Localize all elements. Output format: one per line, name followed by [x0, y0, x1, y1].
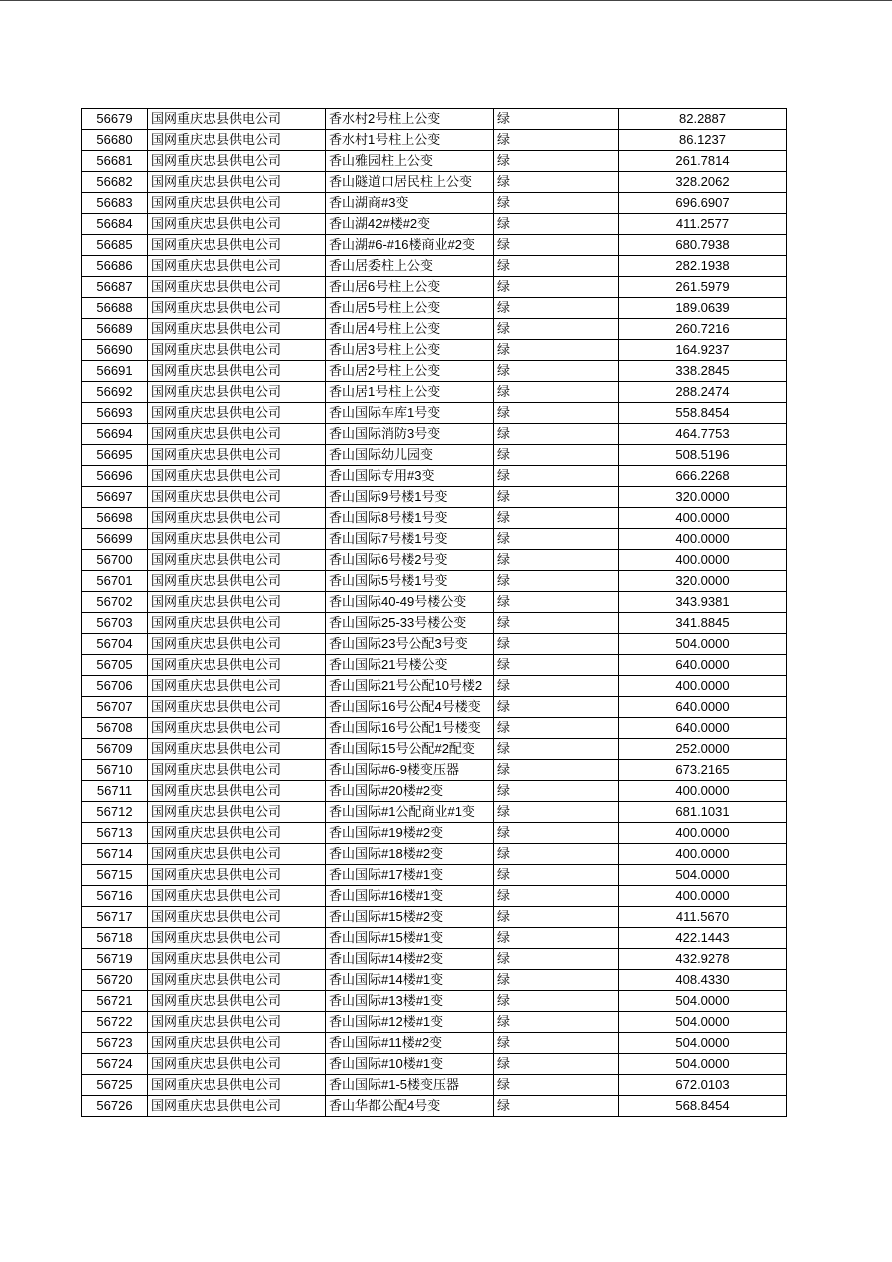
row-id-cell: 56725 — [82, 1075, 148, 1096]
value-cell: 504.0000 — [619, 1012, 787, 1033]
status-cell: 绿 — [494, 445, 619, 466]
status-cell: 绿 — [494, 886, 619, 907]
value-cell: 411.2577 — [619, 214, 787, 235]
table-row — [82, 235, 787, 256]
transformer-name-cell: 香山国际#17楼#1变 — [326, 865, 494, 886]
transformer-name-cell: 香水村1号柱上公变 — [326, 130, 494, 151]
company-cell: 国网重庆忠县供电公司 — [148, 1096, 326, 1117]
table-row — [82, 949, 787, 970]
table-row — [82, 613, 787, 634]
company-cell: 国网重庆忠县供电公司 — [148, 886, 326, 907]
value-cell: 320.0000 — [619, 487, 787, 508]
row-id-cell: 56697 — [82, 487, 148, 508]
transformer-name-cell: 香山国际5号楼1号变 — [326, 571, 494, 592]
company-cell: 国网重庆忠县供电公司 — [148, 844, 326, 865]
status-cell: 绿 — [494, 1075, 619, 1096]
status-cell: 绿 — [494, 361, 619, 382]
table-row — [82, 340, 787, 361]
value-cell: 504.0000 — [619, 865, 787, 886]
value-cell: 504.0000 — [619, 634, 787, 655]
transformer-name-cell: 香山国际15号公配#2配变 — [326, 739, 494, 760]
status-cell: 绿 — [494, 319, 619, 340]
value-cell: 411.5670 — [619, 907, 787, 928]
table-row — [82, 1075, 787, 1096]
status-cell: 绿 — [494, 193, 619, 214]
transformer-name-cell: 香山国际#12楼#1变 — [326, 1012, 494, 1033]
company-cell: 国网重庆忠县供电公司 — [148, 676, 326, 697]
company-cell: 国网重庆忠县供电公司 — [148, 130, 326, 151]
status-cell: 绿 — [494, 1054, 619, 1075]
company-cell: 国网重庆忠县供电公司 — [148, 991, 326, 1012]
row-id-cell: 56721 — [82, 991, 148, 1012]
status-cell: 绿 — [494, 508, 619, 529]
company-cell: 国网重庆忠县供电公司 — [148, 1012, 326, 1033]
row-id-cell: 56685 — [82, 235, 148, 256]
status-cell: 绿 — [494, 424, 619, 445]
table-row — [82, 886, 787, 907]
value-cell: 252.0000 — [619, 739, 787, 760]
transformer-name-cell: 香山湖商#3变 — [326, 193, 494, 214]
value-cell: 164.9237 — [619, 340, 787, 361]
table-row — [82, 403, 787, 424]
status-cell: 绿 — [494, 487, 619, 508]
company-cell: 国网重庆忠县供电公司 — [148, 655, 326, 676]
company-cell: 国网重庆忠县供电公司 — [148, 361, 326, 382]
table-row — [82, 1054, 787, 1075]
transformer-name-cell: 香山国际#16楼#1变 — [326, 886, 494, 907]
row-id-cell: 56698 — [82, 508, 148, 529]
transformer-name-cell: 香山国际40-49号楼公变 — [326, 592, 494, 613]
company-cell: 国网重庆忠县供电公司 — [148, 487, 326, 508]
table-row — [82, 802, 787, 823]
value-cell: 400.0000 — [619, 886, 787, 907]
value-cell: 86.1237 — [619, 130, 787, 151]
table-row — [82, 907, 787, 928]
transformer-name-cell: 香山国际#15楼#2变 — [326, 907, 494, 928]
table-row — [82, 1012, 787, 1033]
transformer-name-cell: 香山国际16号公配1号楼变 — [326, 718, 494, 739]
table-row — [82, 970, 787, 991]
company-cell: 国网重庆忠县供电公司 — [148, 802, 326, 823]
value-cell: 82.2887 — [619, 109, 787, 130]
company-cell: 国网重庆忠县供电公司 — [148, 907, 326, 928]
value-cell: 328.2062 — [619, 172, 787, 193]
status-cell: 绿 — [494, 550, 619, 571]
transformer-name-cell: 香山国际9号楼1号变 — [326, 487, 494, 508]
company-cell: 国网重庆忠县供电公司 — [148, 508, 326, 529]
transformer-name-cell: 香山居5号柱上公变 — [326, 298, 494, 319]
table-row — [82, 277, 787, 298]
company-cell: 国网重庆忠县供电公司 — [148, 403, 326, 424]
table-row — [82, 193, 787, 214]
table-row — [82, 214, 787, 235]
value-cell: 400.0000 — [619, 676, 787, 697]
value-cell: 673.2165 — [619, 760, 787, 781]
table-row — [82, 445, 787, 466]
value-cell: 189.0639 — [619, 298, 787, 319]
table-row — [82, 739, 787, 760]
value-cell: 260.7216 — [619, 319, 787, 340]
table-row — [82, 865, 787, 886]
table-body — [82, 109, 787, 1117]
row-id-cell: 56689 — [82, 319, 148, 340]
row-id-cell: 56701 — [82, 571, 148, 592]
transformer-name-cell: 香山国际#13楼#1变 — [326, 991, 494, 1012]
row-id-cell: 56722 — [82, 1012, 148, 1033]
table-row — [82, 571, 787, 592]
table-row — [82, 844, 787, 865]
company-cell: 国网重庆忠县供电公司 — [148, 529, 326, 550]
transformer-name-cell: 香山国际车库1号变 — [326, 403, 494, 424]
table-row — [82, 928, 787, 949]
status-cell: 绿 — [494, 109, 619, 130]
row-id-cell: 56704 — [82, 634, 148, 655]
table-row — [82, 256, 787, 277]
transformer-name-cell: 香山隧道口居民柱上公变 — [326, 172, 494, 193]
status-cell: 绿 — [494, 298, 619, 319]
company-cell: 国网重庆忠县供电公司 — [148, 466, 326, 487]
row-id-cell: 56688 — [82, 298, 148, 319]
company-cell: 国网重庆忠县供电公司 — [148, 697, 326, 718]
value-cell: 320.0000 — [619, 571, 787, 592]
transformer-name-cell: 香山国际#18楼#2变 — [326, 844, 494, 865]
transformer-name-cell: 香山国际#15楼#1变 — [326, 928, 494, 949]
transformer-name-cell: 香山居3号柱上公变 — [326, 340, 494, 361]
value-cell: 568.8454 — [619, 1096, 787, 1117]
row-id-cell: 56687 — [82, 277, 148, 298]
value-cell: 432.9278 — [619, 949, 787, 970]
table-row — [82, 697, 787, 718]
table-row — [82, 151, 787, 172]
table-row — [82, 1033, 787, 1054]
row-id-cell: 56703 — [82, 613, 148, 634]
value-cell: 261.7814 — [619, 151, 787, 172]
value-cell: 640.0000 — [619, 697, 787, 718]
company-cell: 国网重庆忠县供电公司 — [148, 823, 326, 844]
transformer-name-cell: 香山国际#14楼#1变 — [326, 970, 494, 991]
company-cell: 国网重庆忠县供电公司 — [148, 571, 326, 592]
table-row — [82, 550, 787, 571]
value-cell: 408.4330 — [619, 970, 787, 991]
row-id-cell: 56679 — [82, 109, 148, 130]
company-cell: 国网重庆忠县供电公司 — [148, 424, 326, 445]
row-id-cell: 56695 — [82, 445, 148, 466]
value-cell: 400.0000 — [619, 781, 787, 802]
transformer-name-cell: 香山居委柱上公变 — [326, 256, 494, 277]
row-id-cell: 56711 — [82, 781, 148, 802]
row-id-cell: 56682 — [82, 172, 148, 193]
status-cell: 绿 — [494, 781, 619, 802]
company-cell: 国网重庆忠县供电公司 — [148, 1075, 326, 1096]
company-cell: 国网重庆忠县供电公司 — [148, 781, 326, 802]
company-cell: 国网重庆忠县供电公司 — [148, 928, 326, 949]
company-cell: 国网重庆忠县供电公司 — [148, 151, 326, 172]
transformer-name-cell: 香山国际#19楼#2变 — [326, 823, 494, 844]
company-cell: 国网重庆忠县供电公司 — [148, 613, 326, 634]
transformer-name-cell: 香山国际8号楼1号变 — [326, 508, 494, 529]
value-cell: 672.0103 — [619, 1075, 787, 1096]
status-cell: 绿 — [494, 949, 619, 970]
row-id-cell: 56692 — [82, 382, 148, 403]
row-id-cell: 56719 — [82, 949, 148, 970]
company-cell: 国网重庆忠县供电公司 — [148, 949, 326, 970]
transformer-name-cell: 香山国际专用#3变 — [326, 466, 494, 487]
value-cell: 640.0000 — [619, 718, 787, 739]
row-id-cell: 56724 — [82, 1054, 148, 1075]
status-cell: 绿 — [494, 1096, 619, 1117]
company-cell: 国网重庆忠县供电公司 — [148, 319, 326, 340]
status-cell: 绿 — [494, 634, 619, 655]
status-cell: 绿 — [494, 865, 619, 886]
row-id-cell: 56716 — [82, 886, 148, 907]
row-id-cell: 56707 — [82, 697, 148, 718]
table-row — [82, 823, 787, 844]
status-cell: 绿 — [494, 802, 619, 823]
table-row — [82, 109, 787, 130]
value-cell: 422.1443 — [619, 928, 787, 949]
company-cell: 国网重庆忠县供电公司 — [148, 592, 326, 613]
value-cell: 288.2474 — [619, 382, 787, 403]
transformer-name-cell: 香山湖#6-#16楼商业#2变 — [326, 235, 494, 256]
status-cell: 绿 — [494, 613, 619, 634]
value-cell: 504.0000 — [619, 991, 787, 1012]
table-row — [82, 361, 787, 382]
value-cell: 261.5979 — [619, 277, 787, 298]
status-cell: 绿 — [494, 991, 619, 1012]
value-cell: 282.1938 — [619, 256, 787, 277]
transformer-name-cell: 香山国际#6-9楼变压器 — [326, 760, 494, 781]
status-cell: 绿 — [494, 592, 619, 613]
company-cell: 国网重庆忠县供电公司 — [148, 340, 326, 361]
table-row — [82, 655, 787, 676]
status-cell: 绿 — [494, 760, 619, 781]
row-id-cell: 56681 — [82, 151, 148, 172]
row-id-cell: 56683 — [82, 193, 148, 214]
transformer-name-cell: 香山国际#1-5楼变压器 — [326, 1075, 494, 1096]
transformer-name-cell: 香山国际21号公配10号楼2 — [326, 676, 494, 697]
row-id-cell: 56708 — [82, 718, 148, 739]
table-row — [82, 529, 787, 550]
value-cell: 341.8845 — [619, 613, 787, 634]
table-row — [82, 298, 787, 319]
value-cell: 400.0000 — [619, 529, 787, 550]
company-cell: 国网重庆忠县供电公司 — [148, 970, 326, 991]
row-id-cell: 56693 — [82, 403, 148, 424]
status-cell: 绿 — [494, 697, 619, 718]
company-cell: 国网重庆忠县供电公司 — [148, 109, 326, 130]
status-cell: 绿 — [494, 151, 619, 172]
row-id-cell: 56726 — [82, 1096, 148, 1117]
value-cell: 343.9381 — [619, 592, 787, 613]
transformer-name-cell: 香山居1号柱上公变 — [326, 382, 494, 403]
row-id-cell: 56690 — [82, 340, 148, 361]
table-row — [82, 130, 787, 151]
company-cell: 国网重庆忠县供电公司 — [148, 550, 326, 571]
transformer-name-cell: 香山湖42#楼#2变 — [326, 214, 494, 235]
transformer-name-cell: 香山国际#1公配商业#1变 — [326, 802, 494, 823]
status-cell: 绿 — [494, 739, 619, 760]
value-cell: 680.7938 — [619, 235, 787, 256]
table-row — [82, 172, 787, 193]
row-id-cell: 56680 — [82, 130, 148, 151]
row-id-cell: 56706 — [82, 676, 148, 697]
transformer-name-cell: 香山国际#10楼#1变 — [326, 1054, 494, 1075]
company-cell: 国网重庆忠县供电公司 — [148, 214, 326, 235]
status-cell: 绿 — [494, 655, 619, 676]
value-cell: 400.0000 — [619, 508, 787, 529]
value-cell: 504.0000 — [619, 1033, 787, 1054]
transformer-name-cell: 香山国际#14楼#2变 — [326, 949, 494, 970]
transformer-name-cell: 香山国际23号公配3号变 — [326, 634, 494, 655]
transformer-name-cell: 香山国际21号楼公变 — [326, 655, 494, 676]
value-cell: 558.8454 — [619, 403, 787, 424]
table-row — [82, 991, 787, 1012]
transformer-name-cell: 香山华都公配4号变 — [326, 1096, 494, 1117]
transformer-name-cell: 香山居2号柱上公变 — [326, 361, 494, 382]
status-cell: 绿 — [494, 256, 619, 277]
company-cell: 国网重庆忠县供电公司 — [148, 739, 326, 760]
row-id-cell: 56710 — [82, 760, 148, 781]
transformer-name-cell: 香山国际25-33号楼公变 — [326, 613, 494, 634]
value-cell: 400.0000 — [619, 550, 787, 571]
row-id-cell: 56718 — [82, 928, 148, 949]
table-row — [82, 718, 787, 739]
status-cell: 绿 — [494, 529, 619, 550]
row-id-cell: 56713 — [82, 823, 148, 844]
transformer-name-cell: 香山国际16号公配4号楼变 — [326, 697, 494, 718]
transformer-name-cell: 香水村2号柱上公变 — [326, 109, 494, 130]
transformer-name-cell: 香山国际幼儿园变 — [326, 445, 494, 466]
row-id-cell: 56714 — [82, 844, 148, 865]
company-cell: 国网重庆忠县供电公司 — [148, 277, 326, 298]
table-row — [82, 1096, 787, 1117]
row-id-cell: 56694 — [82, 424, 148, 445]
status-cell: 绿 — [494, 277, 619, 298]
table-row — [82, 781, 787, 802]
value-cell: 666.2268 — [619, 466, 787, 487]
row-id-cell: 56720 — [82, 970, 148, 991]
status-cell: 绿 — [494, 214, 619, 235]
company-cell: 国网重庆忠县供电公司 — [148, 256, 326, 277]
table-row — [82, 466, 787, 487]
value-cell: 464.7753 — [619, 424, 787, 445]
company-cell: 国网重庆忠县供电公司 — [148, 445, 326, 466]
table-row — [82, 319, 787, 340]
table-row — [82, 676, 787, 697]
status-cell: 绿 — [494, 970, 619, 991]
status-cell: 绿 — [494, 466, 619, 487]
table-row — [82, 382, 787, 403]
row-id-cell: 56691 — [82, 361, 148, 382]
row-id-cell: 56705 — [82, 655, 148, 676]
row-id-cell: 56709 — [82, 739, 148, 760]
status-cell: 绿 — [494, 676, 619, 697]
company-cell: 国网重庆忠县供电公司 — [148, 634, 326, 655]
row-id-cell: 56715 — [82, 865, 148, 886]
company-cell: 国网重庆忠县供电公司 — [148, 865, 326, 886]
value-cell: 696.6907 — [619, 193, 787, 214]
value-cell: 504.0000 — [619, 1054, 787, 1075]
transformer-name-cell: 香山国际7号楼1号变 — [326, 529, 494, 550]
company-cell: 国网重庆忠县供电公司 — [148, 718, 326, 739]
table-row — [82, 424, 787, 445]
company-cell: 国网重庆忠县供电公司 — [148, 235, 326, 256]
transformer-name-cell: 香山国际#11楼#2变 — [326, 1033, 494, 1054]
row-id-cell: 56723 — [82, 1033, 148, 1054]
table-row — [82, 508, 787, 529]
row-id-cell: 56699 — [82, 529, 148, 550]
status-cell: 绿 — [494, 130, 619, 151]
value-cell: 338.2845 — [619, 361, 787, 382]
status-cell: 绿 — [494, 172, 619, 193]
table-row — [82, 592, 787, 613]
table-row — [82, 634, 787, 655]
status-cell: 绿 — [494, 718, 619, 739]
transformer-name-cell: 香山雅园柱上公变 — [326, 151, 494, 172]
row-id-cell: 56717 — [82, 907, 148, 928]
table-row — [82, 760, 787, 781]
company-cell: 国网重庆忠县供电公司 — [148, 172, 326, 193]
row-id-cell: 56702 — [82, 592, 148, 613]
status-cell: 绿 — [494, 403, 619, 424]
row-id-cell: 56712 — [82, 802, 148, 823]
status-cell: 绿 — [494, 1012, 619, 1033]
value-cell: 508.5196 — [619, 445, 787, 466]
row-id-cell: 56684 — [82, 214, 148, 235]
status-cell: 绿 — [494, 382, 619, 403]
company-cell: 国网重庆忠县供电公司 — [148, 760, 326, 781]
value-cell: 640.0000 — [619, 655, 787, 676]
transformer-name-cell: 香山国际6号楼2号变 — [326, 550, 494, 571]
transformer-name-cell: 香山居6号柱上公变 — [326, 277, 494, 298]
status-cell: 绿 — [494, 907, 619, 928]
status-cell: 绿 — [494, 823, 619, 844]
value-cell: 681.1031 — [619, 802, 787, 823]
transformer-name-cell: 香山国际消防3号变 — [326, 424, 494, 445]
company-cell: 国网重庆忠县供电公司 — [148, 193, 326, 214]
table-row — [82, 487, 787, 508]
row-id-cell: 56696 — [82, 466, 148, 487]
transformer-name-cell: 香山国际#20楼#2变 — [326, 781, 494, 802]
status-cell: 绿 — [494, 235, 619, 256]
row-id-cell: 56700 — [82, 550, 148, 571]
status-cell: 绿 — [494, 340, 619, 361]
company-cell: 国网重庆忠县供电公司 — [148, 1033, 326, 1054]
row-id-cell: 56686 — [82, 256, 148, 277]
status-cell: 绿 — [494, 844, 619, 865]
status-cell: 绿 — [494, 571, 619, 592]
value-cell: 400.0000 — [619, 844, 787, 865]
data-table — [81, 108, 787, 1117]
page-top-border — [0, 0, 892, 1]
company-cell: 国网重庆忠县供电公司 — [148, 298, 326, 319]
company-cell: 国网重庆忠县供电公司 — [148, 1054, 326, 1075]
company-cell: 国网重庆忠县供电公司 — [148, 382, 326, 403]
transformer-name-cell: 香山居4号柱上公变 — [326, 319, 494, 340]
status-cell: 绿 — [494, 1033, 619, 1054]
status-cell: 绿 — [494, 928, 619, 949]
value-cell: 400.0000 — [619, 823, 787, 844]
